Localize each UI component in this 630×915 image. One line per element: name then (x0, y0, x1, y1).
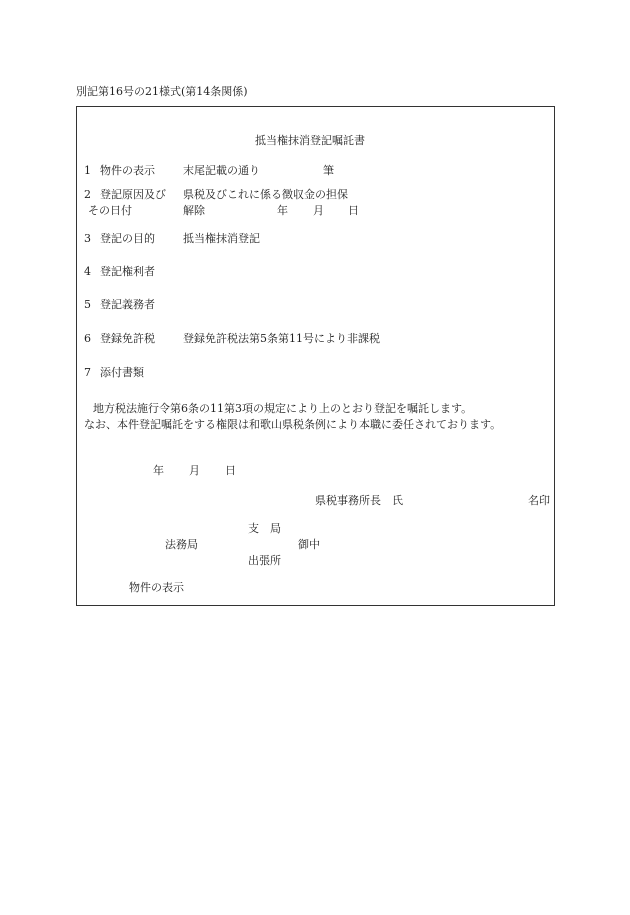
statement-line-1: 地方税法施行令第6条の11第3項の規定により上のとおり登記を嘱託します。 (93, 402, 473, 415)
item-2-year: 年 (277, 204, 288, 217)
addressee-bureau: 法務局 (165, 538, 198, 551)
item-5-number: 5 (84, 298, 91, 311)
statement-line-2: なお、本件登記嘱託をする権限は和歌山県税条例により本職に委任されております。 (84, 418, 502, 431)
addressee-office: 出張所 (248, 554, 281, 567)
item-1-value: 末尾記載の通り (183, 164, 260, 177)
item-6-number: 6 (84, 332, 91, 345)
item-3-label: 登記の目的 (100, 232, 155, 245)
item-2-label-line2: その日付 (88, 204, 132, 217)
item-2-day: 日 (348, 204, 359, 217)
date-day: 日 (225, 464, 236, 477)
date-year: 年 (153, 464, 164, 477)
item-3-value: 抵当権抹消登記 (183, 232, 260, 245)
item-2-value-line2: 解除 (183, 204, 205, 217)
form-reference: 別記第16号の21様式(第14条関係) (76, 85, 248, 98)
item-2-number: 2 (84, 188, 91, 201)
item-2-value: 県税及びこれに係る徴収金の担保 (183, 188, 348, 201)
item-1-number: 1 (84, 164, 91, 177)
item-6-value: 登録免許税法第5条第11号により非課税 (183, 332, 380, 345)
signer-seal: 名印 (528, 494, 550, 507)
item-5-label: 登記義務者 (100, 298, 155, 311)
item-6-label: 登録免許税 (100, 332, 155, 345)
form-frame (76, 106, 555, 606)
item-1-label: 物件の表示 (100, 164, 155, 177)
item-1-suffix: 筆 (323, 164, 334, 177)
item-3-number: 3 (84, 232, 91, 245)
addressee-branch: 支 局 (248, 522, 281, 535)
item-2-month: 月 (313, 204, 324, 217)
item-4-label: 登記権利者 (100, 265, 155, 278)
item-7-number: 7 (84, 366, 91, 379)
signer-title: 県税事務所長 氏 (315, 494, 403, 507)
date-month: 月 (189, 464, 200, 477)
addressee-honorific: 御中 (298, 538, 320, 551)
item-7-label: 添付書類 (100, 366, 144, 379)
item-4-number: 4 (84, 265, 91, 278)
item-2-label: 登記原因及び (100, 188, 166, 201)
form-title: 抵当権抹消登記嘱託書 (255, 134, 365, 147)
property-description-label: 物件の表示 (129, 581, 184, 594)
